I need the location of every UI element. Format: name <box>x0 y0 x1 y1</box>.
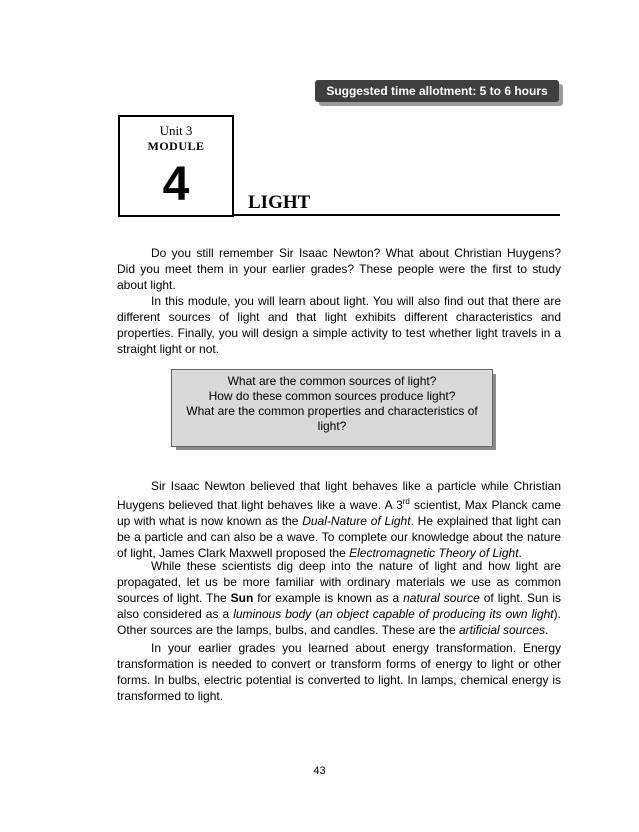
body-paragraph-energy: In your earlier grades you learned about energy transformation. Energy transformation is needed to convert or transform forms of energy to light or other forms. In bulbs, electric potential is converted to light. In lamps, chemical energy is transformed to light. <box>117 641 561 703</box>
text-run: for example is known as a <box>253 591 404 605</box>
text-run: ). Other sources are the lamps, bulbs, and candles. These are the <box>117 607 561 637</box>
questions-list <box>172 374 492 434</box>
intro-paragraph-1: Do you still remember Sir Isaac Newton? What about Christian Huygens? Did you meet them in your earlier grades? These people were the first to study about light. <box>117 246 561 292</box>
question-2: How do these common sources produce light? <box>208 389 456 403</box>
text-run: . <box>545 623 549 637</box>
body-paragraph-sources <box>117 558 561 638</box>
question-1: What are the common sources of light? <box>227 374 437 388</box>
term-luminous-body: luminous body <box>233 607 312 621</box>
text-run: While these scientists dig deep into the nature of light and how light are propagated, let us be more familiar with ordinary materials we use as common sources of light. The <box>117 559 561 605</box>
term-sun: Sun <box>230 591 254 605</box>
term-electromagnetic-theory: Electromagnetic Theory of Light <box>349 546 519 560</box>
module-label: MODULE <box>147 139 205 153</box>
term-artificial-sources: artificial sources <box>458 623 546 637</box>
page-title: LIGHT <box>248 192 311 213</box>
text-run: . He explained that light can be a particle and can also be a wave. To complete our knowledge about the nature of light, James Clark Maxwell proposed the <box>117 514 561 560</box>
text-run: . <box>518 546 522 560</box>
questions-box <box>171 369 493 447</box>
intro-paragraph-2: In this module, you will learn about light. You will also find out that there are different sources of light and that light exhibits different characteristics and properties. Finally, you will design a simple activity to test whether light travels in a straight light or not. <box>117 294 561 356</box>
title-underline <box>232 214 560 216</box>
question-3: What are the common properties and characteristics of light? <box>186 404 478 433</box>
module-number: 4 <box>162 158 190 211</box>
text-run: of light. Sun is also considered as a <box>117 591 562 621</box>
page-number: 43 <box>313 765 326 777</box>
superscript: rd <box>402 497 410 506</box>
term-dual-nature: Dual-Nature of Light <box>302 514 411 528</box>
body-paragraph-newton <box>117 478 561 561</box>
term-natural-source: natural source <box>403 591 480 605</box>
time-allotment-banner: Suggested time allotment: 5 to 6 hours <box>315 80 559 102</box>
unit-label: Unit 3 <box>159 123 193 138</box>
term-definition: an object capable of producing its own light <box>319 607 554 621</box>
text-run: Sir Isaac Newton believed that light behaves like a particle while Christian Huygens believed that light behaves like a wave. A 3 <box>117 479 561 512</box>
text-run: scientist, Max Planck came up with what is now known as the <box>117 498 561 528</box>
unit-module-box <box>118 115 234 217</box>
text-run: ( <box>311 607 320 621</box>
